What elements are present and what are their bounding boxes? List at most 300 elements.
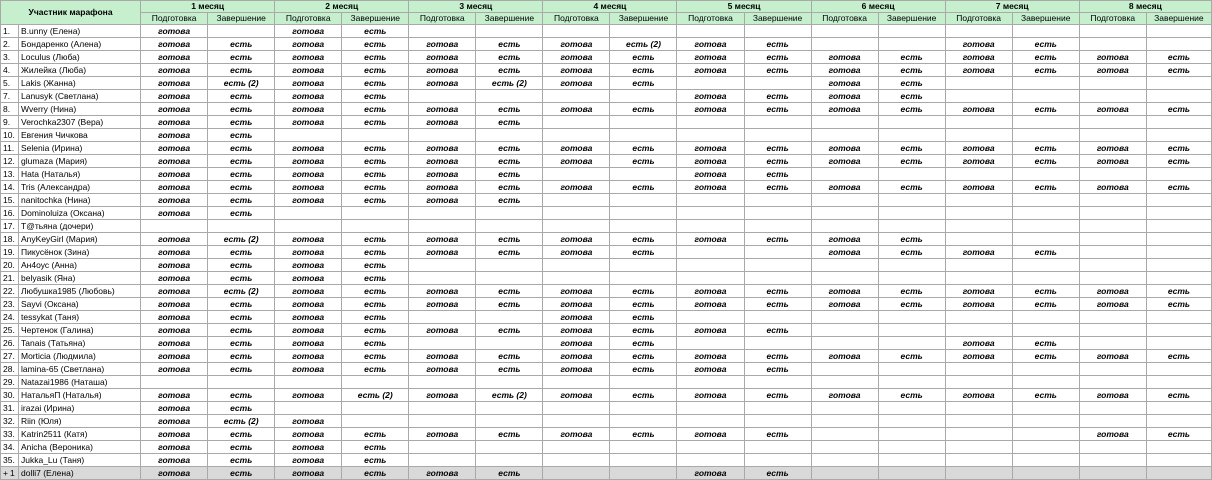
table-row: [1, 194, 1212, 207]
done-status-cell: [878, 168, 945, 181]
prep-status-cell: [811, 428, 878, 441]
participant-name: Пикусёнок (Зина): [19, 246, 141, 259]
done-status-cell: есть: [744, 233, 811, 246]
prep-status-cell: [543, 116, 610, 129]
done-status-cell: есть: [476, 350, 543, 363]
prep-status-cell: [1079, 337, 1146, 350]
prep-status-cell: готова: [141, 77, 208, 90]
done-status-cell: есть: [342, 155, 409, 168]
prep-status-cell: готова: [141, 337, 208, 350]
prep-status-cell: готова: [141, 467, 208, 480]
prep-status-cell: готова: [141, 428, 208, 441]
table-row: [1, 25, 1212, 38]
done-status-cell: [878, 259, 945, 272]
done-status-cell: есть: [342, 311, 409, 324]
done-status-cell: есть: [342, 350, 409, 363]
done-status-cell: [1012, 259, 1079, 272]
prep-status-cell: готова: [275, 441, 342, 454]
table-row: [1, 181, 1212, 194]
done-status-cell: есть: [208, 90, 275, 103]
done-status-cell: [1146, 220, 1211, 233]
prep-status-cell: готова: [945, 51, 1012, 64]
table-row: [1, 298, 1212, 311]
prep-status-cell: готова: [275, 194, 342, 207]
done-status-cell: [878, 25, 945, 38]
prep-status-cell: [543, 259, 610, 272]
prep-status-cell: [409, 207, 476, 220]
prep-status-cell: [945, 129, 1012, 142]
done-status-cell: есть: [744, 389, 811, 402]
done-status-cell: есть: [744, 64, 811, 77]
prep-status-cell: [677, 25, 744, 38]
done-status-cell: [1146, 246, 1211, 259]
prep-status-cell: готова: [945, 181, 1012, 194]
prep-status-cell: готова: [543, 350, 610, 363]
prep-status-cell: [543, 129, 610, 142]
prep-status-cell: [945, 428, 1012, 441]
done-status-cell: есть: [1012, 103, 1079, 116]
done-status-cell: есть: [878, 77, 945, 90]
done-status-cell: есть: [342, 77, 409, 90]
participant-name: НатальяП (Наталья): [19, 389, 141, 402]
done-status-cell: [1146, 38, 1211, 51]
done-status-cell: есть: [744, 90, 811, 103]
done-status-cell: есть: [208, 142, 275, 155]
prep-status-cell: готова: [141, 285, 208, 298]
prep-status-cell: готова: [409, 285, 476, 298]
month-header: 7 месяц: [945, 1, 1079, 13]
prep-status-cell: [945, 415, 1012, 428]
done-status-cell: есть (2): [342, 389, 409, 402]
row-number: 4.: [1, 64, 19, 77]
row-number: 35.: [1, 454, 19, 467]
done-status-cell: есть: [1012, 181, 1079, 194]
prep-status-cell: готова: [543, 324, 610, 337]
done-column-header: Завершение: [476, 13, 543, 25]
table-row: [1, 402, 1212, 415]
done-status-cell: [878, 441, 945, 454]
prep-status-cell: готова: [811, 246, 878, 259]
done-status-cell: [744, 77, 811, 90]
prep-status-cell: готова: [543, 311, 610, 324]
done-status-cell: [1012, 207, 1079, 220]
prep-status-cell: [409, 402, 476, 415]
row-number: 34.: [1, 441, 19, 454]
prep-status-cell: [409, 259, 476, 272]
done-status-cell: есть: [342, 233, 409, 246]
prep-status-cell: [945, 324, 1012, 337]
prep-status-cell: [409, 220, 476, 233]
table-row: [1, 311, 1212, 324]
prep-status-cell: [945, 116, 1012, 129]
prep-status-cell: готова: [141, 415, 208, 428]
done-status-cell: есть: [1146, 64, 1211, 77]
prep-column-header: Подготовка: [677, 13, 744, 25]
done-status-cell: [1012, 194, 1079, 207]
row-number: 2.: [1, 38, 19, 51]
prep-status-cell: готова: [677, 181, 744, 194]
done-status-cell: [744, 402, 811, 415]
prep-status-cell: [543, 441, 610, 454]
done-status-cell: [1012, 311, 1079, 324]
prep-status-cell: готова: [1079, 142, 1146, 155]
done-status-cell: [1012, 77, 1079, 90]
prep-status-cell: готова: [409, 51, 476, 64]
table-row: [1, 129, 1212, 142]
prep-status-cell: готова: [1079, 51, 1146, 64]
done-status-cell: есть: [342, 25, 409, 38]
prep-status-cell: [1079, 324, 1146, 337]
done-status-cell: [610, 415, 677, 428]
done-status-cell: есть: [208, 129, 275, 142]
prep-status-cell: [945, 272, 1012, 285]
done-status-cell: [476, 129, 543, 142]
prep-status-cell: готова: [141, 129, 208, 142]
row-number: 20.: [1, 259, 19, 272]
done-status-cell: есть: [878, 246, 945, 259]
prep-status-cell: готова: [409, 363, 476, 376]
prep-status-cell: готова: [677, 103, 744, 116]
prep-status-cell: [811, 454, 878, 467]
prep-status-cell: [945, 311, 1012, 324]
prep-status-cell: [945, 402, 1012, 415]
done-status-cell: [744, 441, 811, 454]
done-status-cell: [878, 454, 945, 467]
done-status-cell: есть: [208, 38, 275, 51]
table-row: [1, 155, 1212, 168]
month-header: 2 месяц: [275, 1, 409, 13]
done-status-cell: [1012, 441, 1079, 454]
prep-status-cell: готова: [677, 363, 744, 376]
done-status-cell: есть: [342, 64, 409, 77]
done-status-cell: [476, 415, 543, 428]
prep-status-cell: [141, 220, 208, 233]
done-status-cell: [342, 207, 409, 220]
prep-status-cell: готова: [275, 389, 342, 402]
participant-name: Lakis (Жанна): [19, 77, 141, 90]
prep-status-cell: готова: [945, 103, 1012, 116]
row-number: 13.: [1, 168, 19, 181]
prep-status-cell: готова: [141, 324, 208, 337]
prep-status-cell: [409, 441, 476, 454]
prep-status-cell: [543, 454, 610, 467]
done-status-cell: [610, 402, 677, 415]
prep-status-cell: [677, 376, 744, 389]
done-status-cell: [878, 220, 945, 233]
prep-status-cell: готова: [811, 350, 878, 363]
row-number: 25.: [1, 324, 19, 337]
prep-status-cell: [543, 207, 610, 220]
done-status-cell: есть: [208, 454, 275, 467]
participant-name: Selenia (Ирина): [19, 142, 141, 155]
done-status-cell: есть: [208, 311, 275, 324]
row-number: 23.: [1, 298, 19, 311]
participant-name: Евгения Чичкова: [19, 129, 141, 142]
done-status-cell: [610, 272, 677, 285]
row-number-value: 1: [9, 467, 15, 478]
prep-status-cell: готова: [677, 90, 744, 103]
prep-status-cell: готова: [141, 194, 208, 207]
done-status-cell: [1146, 194, 1211, 207]
done-status-cell: [878, 207, 945, 220]
prep-status-cell: [1079, 38, 1146, 51]
done-status-cell: [878, 415, 945, 428]
done-status-cell: есть: [208, 246, 275, 259]
row-number: 22.: [1, 285, 19, 298]
prep-status-cell: готова: [543, 428, 610, 441]
prep-status-cell: готова: [275, 181, 342, 194]
done-status-cell: есть: [610, 311, 677, 324]
done-status-cell: [878, 324, 945, 337]
done-status-cell: есть: [476, 116, 543, 129]
prep-status-cell: готова: [1079, 103, 1146, 116]
table-row: [1, 454, 1212, 467]
prep-status-cell: [409, 90, 476, 103]
prep-status-cell: [945, 233, 1012, 246]
prep-status-cell: [1079, 90, 1146, 103]
done-status-cell: [1146, 376, 1211, 389]
done-column-header: Завершение: [744, 13, 811, 25]
prep-status-cell: готова: [677, 38, 744, 51]
prep-status-cell: готова: [543, 363, 610, 376]
table-row: [1, 103, 1212, 116]
prep-status-cell: [1079, 454, 1146, 467]
prep-status-cell: [543, 220, 610, 233]
done-status-cell: [610, 454, 677, 467]
prep-status-cell: готова: [543, 298, 610, 311]
done-status-cell: [744, 246, 811, 259]
prep-status-cell: готова: [409, 142, 476, 155]
participant-name: Любушка1985 (Любовь): [19, 285, 141, 298]
done-status-cell: есть: [208, 350, 275, 363]
prep-column-header: Подготовка: [409, 13, 476, 25]
table-row: [1, 389, 1212, 402]
table-row: [1, 168, 1212, 181]
prep-status-cell: [811, 402, 878, 415]
prep-status-cell: [409, 129, 476, 142]
done-status-cell: [744, 25, 811, 38]
prep-status-cell: [677, 441, 744, 454]
prep-status-cell: готова: [945, 142, 1012, 155]
done-status-cell: есть: [610, 363, 677, 376]
participant-name: Tanais (Татьяна): [19, 337, 141, 350]
done-status-cell: есть: [342, 168, 409, 181]
done-status-cell: [208, 220, 275, 233]
done-status-cell: [1146, 363, 1211, 376]
done-status-cell: [744, 116, 811, 129]
done-status-cell: [878, 467, 945, 480]
row-number: 7.: [1, 90, 19, 103]
participant-name: B.unny (Елена): [19, 25, 141, 38]
row-number: 19.: [1, 246, 19, 259]
prep-status-cell: готова: [1079, 389, 1146, 402]
prep-status-cell: готова: [677, 64, 744, 77]
prep-status-cell: [543, 90, 610, 103]
prep-status-cell: готова: [811, 298, 878, 311]
prep-status-cell: готова: [945, 298, 1012, 311]
prep-status-cell: [1079, 233, 1146, 246]
prep-status-cell: готова: [677, 350, 744, 363]
done-status-cell: есть: [610, 142, 677, 155]
prep-status-cell: [677, 337, 744, 350]
done-status-cell: есть: [610, 324, 677, 337]
prep-column-header: Подготовка: [945, 13, 1012, 25]
prep-status-cell: готова: [409, 350, 476, 363]
prep-status-cell: готова: [543, 181, 610, 194]
done-status-cell: [1012, 324, 1079, 337]
prep-status-cell: готова: [275, 168, 342, 181]
done-status-cell: [1146, 25, 1211, 38]
done-status-cell: [1012, 415, 1079, 428]
prep-status-cell: готова: [409, 181, 476, 194]
prep-status-cell: готова: [677, 233, 744, 246]
participant-name: Anicha (Вероника): [19, 441, 141, 454]
participant-name: Бондаренко (Алена): [19, 38, 141, 51]
participant-name: AnyKeyGirl (Мария): [19, 233, 141, 246]
prep-status-cell: [1079, 25, 1146, 38]
prep-status-cell: [811, 194, 878, 207]
done-status-cell: [1146, 90, 1211, 103]
prep-status-cell: [1079, 363, 1146, 376]
done-status-cell: есть: [342, 103, 409, 116]
done-status-cell: есть: [476, 233, 543, 246]
done-status-cell: [878, 376, 945, 389]
prep-status-cell: [811, 337, 878, 350]
prep-status-cell: готова: [275, 428, 342, 441]
table-row: [1, 51, 1212, 64]
prep-status-cell: готова: [409, 38, 476, 51]
table-row: [1, 259, 1212, 272]
done-status-cell: есть: [476, 51, 543, 64]
prep-status-cell: готова: [543, 246, 610, 259]
done-status-cell: есть: [878, 389, 945, 402]
prep-status-cell: готова: [409, 298, 476, 311]
done-status-cell: [476, 220, 543, 233]
row-number: 9.: [1, 116, 19, 129]
done-status-cell: [744, 376, 811, 389]
done-status-cell: [1012, 220, 1079, 233]
prep-status-cell: готова: [677, 285, 744, 298]
done-status-cell: есть: [476, 155, 543, 168]
done-status-cell: есть: [744, 142, 811, 155]
participant-name: lamina-65 (Светлана): [19, 363, 141, 376]
prep-status-cell: готова: [275, 337, 342, 350]
done-status-cell: есть: [744, 38, 811, 51]
done-status-cell: есть (2): [610, 38, 677, 51]
done-status-cell: [610, 207, 677, 220]
prep-status-cell: [945, 441, 1012, 454]
done-status-cell: есть: [476, 363, 543, 376]
prep-status-cell: [141, 376, 208, 389]
done-status-cell: [476, 90, 543, 103]
table-row: [1, 441, 1212, 454]
done-status-cell: есть: [342, 285, 409, 298]
done-status-cell: есть: [476, 168, 543, 181]
done-status-cell: [878, 363, 945, 376]
prep-status-cell: [945, 168, 1012, 181]
prep-status-cell: [1079, 77, 1146, 90]
done-status-cell: есть: [1012, 285, 1079, 298]
done-status-cell: [342, 220, 409, 233]
prep-status-cell: [275, 402, 342, 415]
done-status-cell: есть: [208, 272, 275, 285]
done-status-cell: есть: [1012, 38, 1079, 51]
prep-status-cell: готова: [275, 103, 342, 116]
done-status-cell: есть: [342, 246, 409, 259]
done-status-cell: [610, 376, 677, 389]
prep-status-cell: готова: [811, 181, 878, 194]
prep-status-cell: готова: [543, 337, 610, 350]
prep-status-cell: готова: [141, 389, 208, 402]
done-status-cell: есть: [878, 64, 945, 77]
done-status-cell: есть: [342, 298, 409, 311]
row-number: 27.: [1, 350, 19, 363]
row-number: 11.: [1, 142, 19, 155]
group-expand-marker[interactable]: +: [3, 467, 8, 478]
prep-status-cell: готова: [677, 389, 744, 402]
prep-status-cell: готова: [275, 77, 342, 90]
done-status-cell: есть: [1146, 51, 1211, 64]
prep-status-cell: готова: [275, 116, 342, 129]
done-status-cell: есть: [878, 90, 945, 103]
done-status-cell: [744, 207, 811, 220]
prep-status-cell: готова: [543, 77, 610, 90]
done-status-cell: [878, 402, 945, 415]
done-column-header: Завершение: [208, 13, 275, 25]
done-status-cell: есть: [744, 51, 811, 64]
done-status-cell: есть: [208, 428, 275, 441]
done-status-cell: [610, 129, 677, 142]
done-status-cell: есть: [610, 77, 677, 90]
participant-name: Lanusyk (Светлана): [19, 90, 141, 103]
prep-status-cell: готова: [1079, 298, 1146, 311]
participant-name: Sayvi (Оксана): [19, 298, 141, 311]
prep-status-cell: готова: [275, 259, 342, 272]
done-status-cell: есть: [342, 454, 409, 467]
done-status-cell: есть (2): [208, 285, 275, 298]
prep-status-cell: готова: [543, 389, 610, 402]
done-status-cell: есть: [1146, 285, 1211, 298]
prep-status-cell: [1079, 168, 1146, 181]
row-number: 21.: [1, 272, 19, 285]
prep-status-cell: [677, 77, 744, 90]
prep-status-cell: готова: [141, 454, 208, 467]
table-row: [1, 363, 1212, 376]
row-number: 12.: [1, 155, 19, 168]
done-status-cell: [878, 38, 945, 51]
prep-status-cell: готова: [141, 311, 208, 324]
done-status-cell: есть: [476, 103, 543, 116]
done-status-cell: есть: [476, 38, 543, 51]
done-status-cell: [878, 311, 945, 324]
prep-status-cell: готова: [811, 142, 878, 155]
done-status-cell: [744, 337, 811, 350]
done-status-cell: [1012, 402, 1079, 415]
table-row: [1, 467, 1212, 480]
done-status-cell: есть: [1146, 350, 1211, 363]
row-number: 14.: [1, 181, 19, 194]
done-status-cell: [878, 337, 945, 350]
prep-status-cell: готова: [811, 90, 878, 103]
done-status-cell: есть: [342, 259, 409, 272]
done-status-cell: есть: [476, 181, 543, 194]
done-status-cell: [476, 207, 543, 220]
done-status-cell: [878, 272, 945, 285]
row-number: 32.: [1, 415, 19, 428]
row-number: 17.: [1, 220, 19, 233]
table-row: [1, 428, 1212, 441]
done-status-cell: есть: [208, 116, 275, 129]
